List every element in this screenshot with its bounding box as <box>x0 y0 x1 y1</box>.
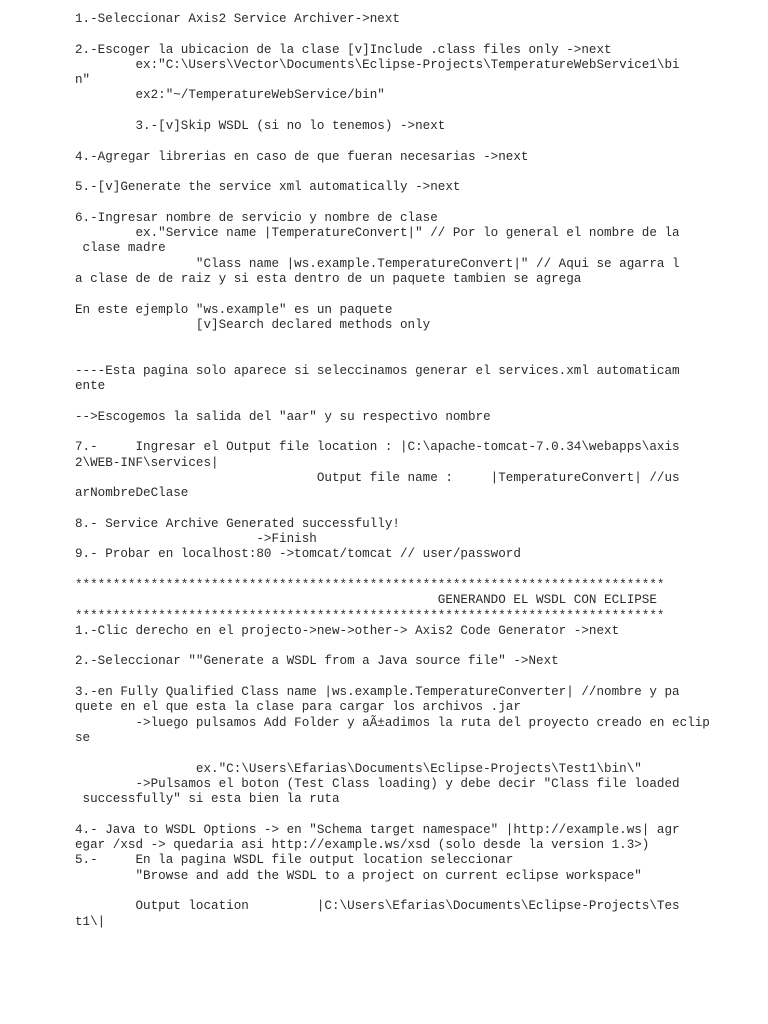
document-line <box>75 394 725 409</box>
document-line: 2\WEB-INF\services| <box>75 455 219 470</box>
document-line: 5.-[v]Generate the service xml automatically ->next <box>75 180 461 195</box>
document-line: Output file name : |TemperatureConvert| //us <box>75 470 680 485</box>
document-line <box>75 287 725 302</box>
document-line: ->luego pulsamos Add Folder y aÃ±adimos la ruta del proyecto creado en eclip <box>75 715 710 730</box>
document-line: "Class name |ws.example.TemperatureConvert|" // Aqui se agarra l <box>75 256 680 271</box>
document-line: n" <box>75 73 91 88</box>
document-line: GENERANDO EL WSDL CON ECLIPSE <box>75 593 657 608</box>
document-line <box>75 502 725 517</box>
document-line: successfully" si esta bien la ruta <box>75 792 340 807</box>
document-line: 2.-Seleccionar ""Generate a WSDL from a Java source file" ->Next <box>75 654 559 669</box>
document-line: 3.-en Fully Qualified Class name |ws.example.TemperatureConverter| //nombre y pa <box>75 685 680 700</box>
document-text <box>75 12 725 930</box>
document-line <box>75 349 725 364</box>
document-line: clase madre <box>75 241 166 256</box>
document-line <box>75 27 725 42</box>
document-line: quete en el que esta la clase para cargar los archivos .jar <box>75 700 521 715</box>
document-line: t1\| <box>75 914 106 929</box>
document-line: ente <box>75 379 106 394</box>
document-line: 6.-Ingresar nombre de servicio y nombre de clase <box>75 210 438 225</box>
document-line: ex2:"~/TemperatureWebService/bin" <box>75 88 385 103</box>
document-line: ****************************************************************************** <box>75 577 665 592</box>
document-line: Output location |C:\Users\Efarias\Documents\Eclipse-Projects\Tes <box>75 899 680 914</box>
document-line: [v]Search declared methods only <box>75 317 431 332</box>
document-line <box>75 165 725 180</box>
document-line: "Browse and add the WSDL to a project on current eclipse workspace" <box>75 868 642 883</box>
document-line <box>75 639 725 654</box>
document-line: ****************************************************************************** <box>75 608 665 623</box>
document-line: ex:"C:\Users\Vector\Documents\Eclipse-Projects\TemperatureWebService1\bi <box>75 57 680 72</box>
document-line <box>75 670 725 685</box>
document-line <box>75 104 725 119</box>
document-line: se <box>75 730 91 745</box>
document-line <box>75 333 725 348</box>
document-line <box>75 746 725 761</box>
document-line: 4.- Java to WSDL Options -> en "Schema target namespace" |http://example.ws| agr <box>75 822 680 837</box>
document-line: 9.- Probar en localhost:80 ->tomcat/tomcat // user/password <box>75 547 521 562</box>
document-line <box>75 134 725 149</box>
document-line: egar /xsd -> quedaria asi http://example.ws/xsd (solo desde la version 1.3>) <box>75 838 650 853</box>
document-line: ex."Service name |TemperatureConvert|" // Por lo general el nombre de la <box>75 226 680 241</box>
document-line: 1.-Seleccionar Axis2 Service Archiver->next <box>75 12 400 26</box>
document-line: -->Escogemos la salida del "aar" y su respectivo nombre <box>75 409 491 424</box>
document-line: 2.-Escoger la ubicacion de la clase [v]Include .class files only ->next <box>75 42 612 57</box>
document-line: 3.-[v]Skip WSDL (si no lo tenemos) ->next <box>75 119 446 134</box>
document-line: 1.-Clic derecho en el projecto->new->other-> Axis2 Code Generator ->next <box>75 623 620 638</box>
document-line: ->Finish <box>75 532 317 547</box>
document-line: 5.- En la pagina WSDL file output location seleccionar <box>75 853 514 868</box>
document-line: a clase de de raiz y si esta dentro de un paquete tambien se agrega <box>75 272 582 287</box>
document-line: ex."C:\Users\Efarias\Documents\Eclipse-Projects\Test1\bin\" <box>75 761 642 776</box>
document-line: En este ejemplo "ws.example" es un paquete <box>75 302 393 317</box>
document-line <box>75 884 725 899</box>
document-line: 8.- Service Archive Generated successfully! <box>75 516 400 531</box>
document-line <box>75 425 725 440</box>
document-line: arNombreDeClase <box>75 486 189 501</box>
document-line <box>75 196 725 211</box>
document-line <box>75 807 725 822</box>
document-line: ----Esta pagina solo aparece si seleccinamos generar el services.xml automaticam <box>75 363 680 378</box>
document-line: 4.-Agregar librerias en caso de que fueran necesarias ->next <box>75 149 529 164</box>
document-line <box>75 563 725 578</box>
document-line: 7.- Ingresar el Output file location : |C:\apache-tomcat-7.0.34\webapps\axis <box>75 440 680 455</box>
document-line: ->Pulsamos el boton (Test Class loading) y debe decir "Class file loaded <box>75 776 680 791</box>
